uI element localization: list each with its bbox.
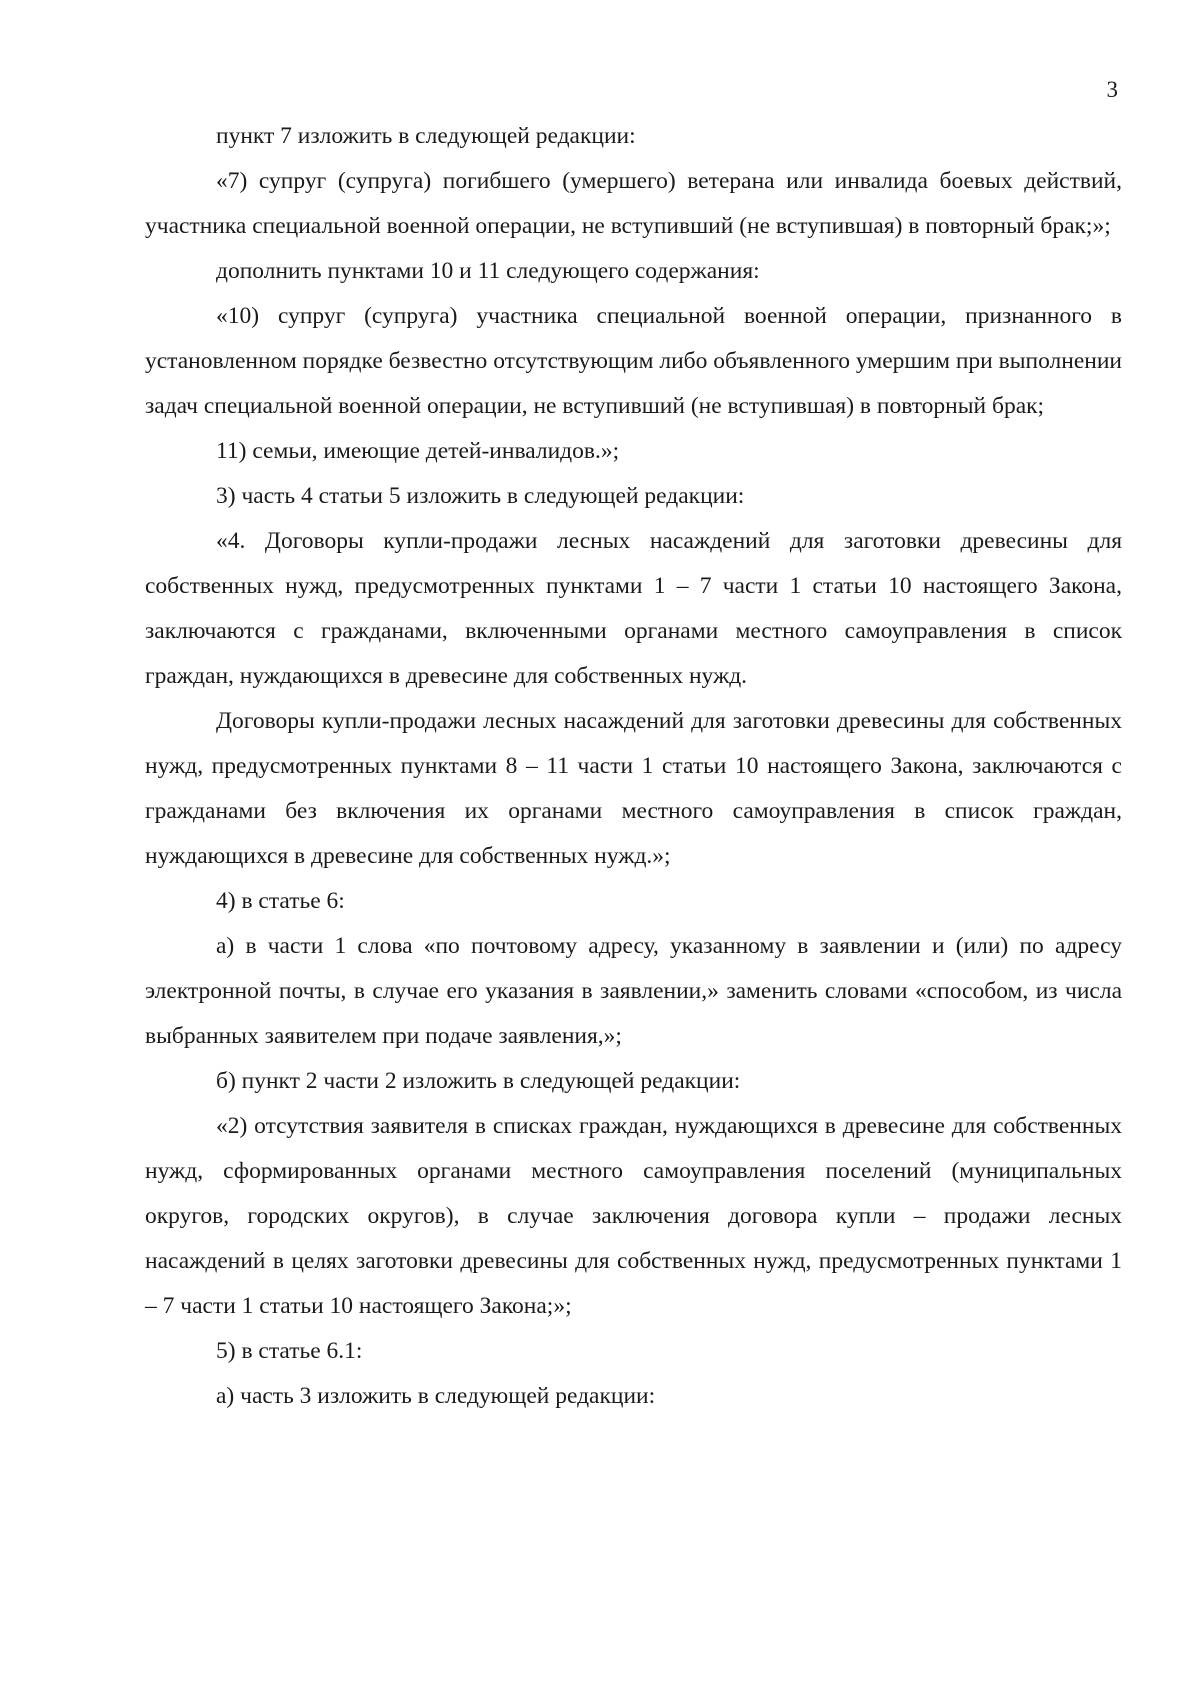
paragraph: пункт 7 изложить в следующей редакции: [216,123,636,149]
paragraph: 4) в статье 6: [216,888,345,914]
paragraph: 11) семьи, имеющие детей-инвалидов.»; [216,438,620,464]
paragraph: 5) в статье 6.1: [216,1338,363,1364]
paragraph: б) пункт 2 части 2 изложить в следующей редакции: [216,1068,741,1094]
page-number: 3 [1106,77,1118,102]
paragraph: Договоры купли-продажи лесных насаждений для заготовки древесины для собственных нужд, предусмотренных пунктами 8 – 11 части 1 статьи 10 настоящего Закона, заключаются с гражданами без включения их органами местного самоуправления в список граждан, нуждающихся в древесине для собственных нужд.»; [145,708,1122,869]
paragraph: а) в части 1 слова «по почтовому адресу, указанному в заявлении и (или) по адресу электронной почты, в случае его указания в заявлении,» заменить словами «способом, из числа выбранных заявителем при подаче заявления,»; [145,933,1122,1049]
paragraph: «4. Договоры купли-продажи лесных насаждений для заготовки древесины для собственных нужд, предусмотренных пунктами 1 – 7 части 1 статьи 10 настоящего Закона, заключаются с гражданами, включенными органами местного самоуправления в список граждан, нуждающихся в древесине для собственных нужд. [145,528,1122,689]
paragraph: «7) супруг (супруга) погибшего (умершего) ветерана или инвалида боевых действий, участника специальной военной операции, не вступивший (не вступившая) в повторный брак;»; [145,168,1122,239]
paragraph: дополнить пунктами 10 и 11 следующего содержания: [216,258,760,284]
paragraph: «2) отсутствия заявителя в списках граждан, нуждающихся в древесине для собственных нужд, сформированных органами местного самоуправления поселений (муниципальных округов, городских округов), в случае заключения договора купли – продажи лесных насаждений в целях заготовки древесины для собственных нужд, предусмотренных пунктами 1 – 7 части 1 статьи 10 настоящего Закона;»; [145,1113,1122,1319]
paragraph: а) часть 3 изложить в следующей редакции: [216,1383,656,1409]
paragraph: «10) супруг (супруга) участника специальной военной операции, признанного в установленном порядке безвестно отсутствующим либо объявленного умершим при выполнении задач специальной военной операции, не вступивший (не вступившая) в повторный брак; [145,303,1122,419]
paragraph: 3) часть 4 статьи 5 изложить в следующей редакции: [216,483,745,509]
document-body [145,114,1122,1419]
